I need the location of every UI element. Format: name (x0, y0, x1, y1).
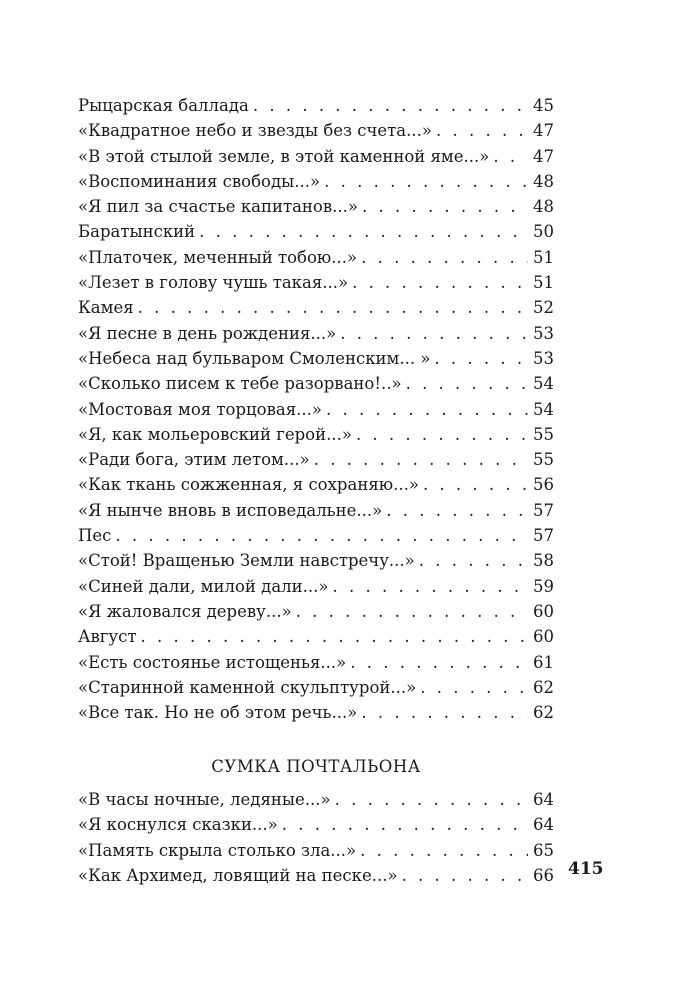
toc-entry-page: 54 (533, 374, 554, 394)
dot-leader (362, 194, 528, 219)
toc-entry (78, 321, 554, 346)
dot-leader (335, 787, 528, 812)
toc-entry-title: «Воспоминания свободы...» (78, 171, 321, 191)
toc-entry-title: «Как Архимед, ловящий на песке...» (78, 865, 398, 885)
toc-entry-title: «Все так. Но не об этом речь...» (78, 703, 358, 723)
toc-entry-page: 62 (533, 703, 554, 723)
toc-entry (78, 472, 554, 497)
toc-entry-page: 55 (533, 424, 554, 444)
toc-entry (78, 838, 554, 863)
dot-leader (350, 650, 528, 675)
toc-entry-page: 56 (533, 475, 554, 495)
toc-entry-page: 52 (533, 298, 554, 318)
toc-entry-page: 64 (533, 815, 554, 835)
toc-entry-page: 53 (533, 348, 554, 368)
toc-entry-title: Август (78, 627, 137, 647)
toc-entry-title: Рыцарская баллада (78, 96, 249, 115)
toc-entry (78, 397, 554, 422)
toc-entry-title: «Квадратное небо и звезды без счета...» (78, 121, 432, 141)
dot-leader (423, 472, 528, 497)
toc-entry (78, 194, 554, 219)
toc-entry (78, 169, 554, 194)
toc-entry-title: «Я коснулся сказки...» (78, 815, 278, 835)
toc-entry-page: 48 (533, 197, 554, 217)
toc-entry-page: 62 (533, 677, 554, 697)
toc-entry-title: «Небеса над бульваром Смоленским... » (78, 348, 431, 368)
dot-leader (361, 700, 528, 725)
toc-entry-page: 51 (533, 247, 554, 267)
toc-entry-title: «В этой стылой земле, в этой каменной яме...» (78, 146, 490, 166)
dot-leader (282, 812, 528, 837)
dot-leader (141, 624, 528, 649)
toc-entry (78, 599, 554, 624)
toc-entry-title: «Я, как мольеровский герой...» (78, 424, 352, 444)
dot-leader (332, 574, 528, 599)
toc-entry (78, 295, 554, 320)
toc-entry-page: 47 (533, 121, 554, 141)
toc-entry-page: 64 (533, 790, 554, 809)
toc-entry-page: 57 (533, 500, 554, 520)
dot-leader (434, 346, 528, 371)
toc-entry-page: 54 (533, 399, 554, 419)
toc-entry-title: «Ради бога, этим летом...» (78, 450, 310, 470)
toc-entry (78, 700, 554, 725)
toc-entry-page: 47 (533, 146, 554, 166)
toc-entry-title: «Синей дали, милой дали...» (78, 576, 329, 596)
dot-leader (402, 863, 528, 888)
toc-entry-title: «Я пил за счастье капитанов...» (78, 197, 358, 217)
toc-entry-title: «Я песне в день рождения...» (78, 323, 337, 343)
toc-entry-page: 50 (533, 222, 554, 242)
toc-entry (78, 574, 554, 599)
dot-leader (115, 523, 528, 548)
toc-entry-title: «Я жаловался дереву...» (78, 601, 292, 621)
toc-entry-page: 61 (533, 652, 554, 672)
toc-entry (78, 675, 554, 700)
dot-leader (420, 675, 528, 700)
toc-entry-title: «Как ткань сожженная, я сохраняю...» (78, 475, 419, 495)
toc-entry (78, 371, 554, 396)
dot-leader (360, 838, 528, 863)
toc-entry-title: «Мостовая моя торцовая...» (78, 399, 322, 419)
dot-leader (138, 295, 528, 320)
toc-entry-page: 58 (533, 551, 554, 571)
toc-entry-page: 60 (533, 601, 554, 621)
toc-entry (78, 245, 554, 270)
dot-leader (253, 93, 528, 118)
toc-entry (78, 812, 554, 837)
dot-leader (296, 599, 528, 624)
toc-entry-page: 60 (533, 627, 554, 647)
toc-entry-page: 51 (533, 273, 554, 293)
dot-leader (436, 118, 528, 143)
toc-entry-title: Пес (78, 526, 112, 546)
toc-entry-page: 53 (533, 323, 554, 343)
dot-leader (340, 321, 528, 346)
toc-entry (78, 219, 554, 244)
toc-entry (78, 624, 554, 649)
dot-leader (419, 548, 528, 573)
toc-entry (78, 144, 554, 169)
dot-leader (314, 447, 528, 472)
toc-entry-title: «Старинной каменной скульптурой...» (78, 677, 417, 697)
dot-leader (406, 371, 528, 396)
toc-entry (78, 270, 554, 295)
toc-entry (78, 93, 554, 118)
toc-entry (78, 447, 554, 472)
toc-entry (78, 787, 554, 812)
toc-entry-title: «Сколько писем к тебе разорвано!..» (78, 374, 402, 394)
toc-entry-page: 48 (533, 171, 554, 191)
toc-entry-title: «Лезет в голову чушь такая...» (78, 273, 349, 293)
dot-leader (361, 245, 528, 270)
toc-entry (78, 346, 554, 371)
dot-leader (386, 498, 528, 523)
dot-leader (493, 144, 528, 169)
toc-entry-title: Камея (78, 298, 134, 318)
toc-list (78, 787, 554, 888)
toc-entry-page: 57 (533, 526, 554, 546)
toc-entry-page: 45 (533, 96, 554, 115)
toc-entry (78, 523, 554, 548)
toc-entry-title: «Я нынче вновь в исповедальне...» (78, 500, 383, 520)
page-number: 415 (568, 859, 604, 879)
toc-entry-title: «Есть состоянье истощенья...» (78, 652, 347, 672)
dot-leader (199, 219, 528, 244)
section-heading: СУМКА ПОЧТАЛЬОНА (211, 757, 421, 776)
toc-entry (78, 498, 554, 523)
dot-leader (352, 270, 528, 295)
toc-entry (78, 548, 554, 573)
toc-entry-title: «Стой! Вращенью Земли навстречу...» (78, 551, 415, 571)
toc-entry (78, 650, 554, 675)
dot-leader (356, 422, 528, 447)
toc-entry-title: «Платочек, меченный тобою...» (78, 247, 358, 267)
dot-leader (324, 169, 528, 194)
toc-entry (78, 118, 554, 143)
toc-entry-page: 59 (533, 576, 554, 596)
toc-entry-page: 66 (533, 865, 554, 885)
toc-entry-page: 55 (533, 450, 554, 470)
toc-entry-title: Баратынский (78, 222, 196, 242)
toc-entry (78, 422, 554, 447)
toc-entry-page: 65 (533, 840, 554, 860)
toc-entry-title: «В часы ночные, ледяные...» (78, 790, 331, 809)
toc-list (78, 93, 554, 725)
toc-entry-title: «Память скрыла столько зла...» (78, 840, 357, 860)
dot-leader (326, 397, 528, 422)
toc-entry (78, 863, 554, 888)
